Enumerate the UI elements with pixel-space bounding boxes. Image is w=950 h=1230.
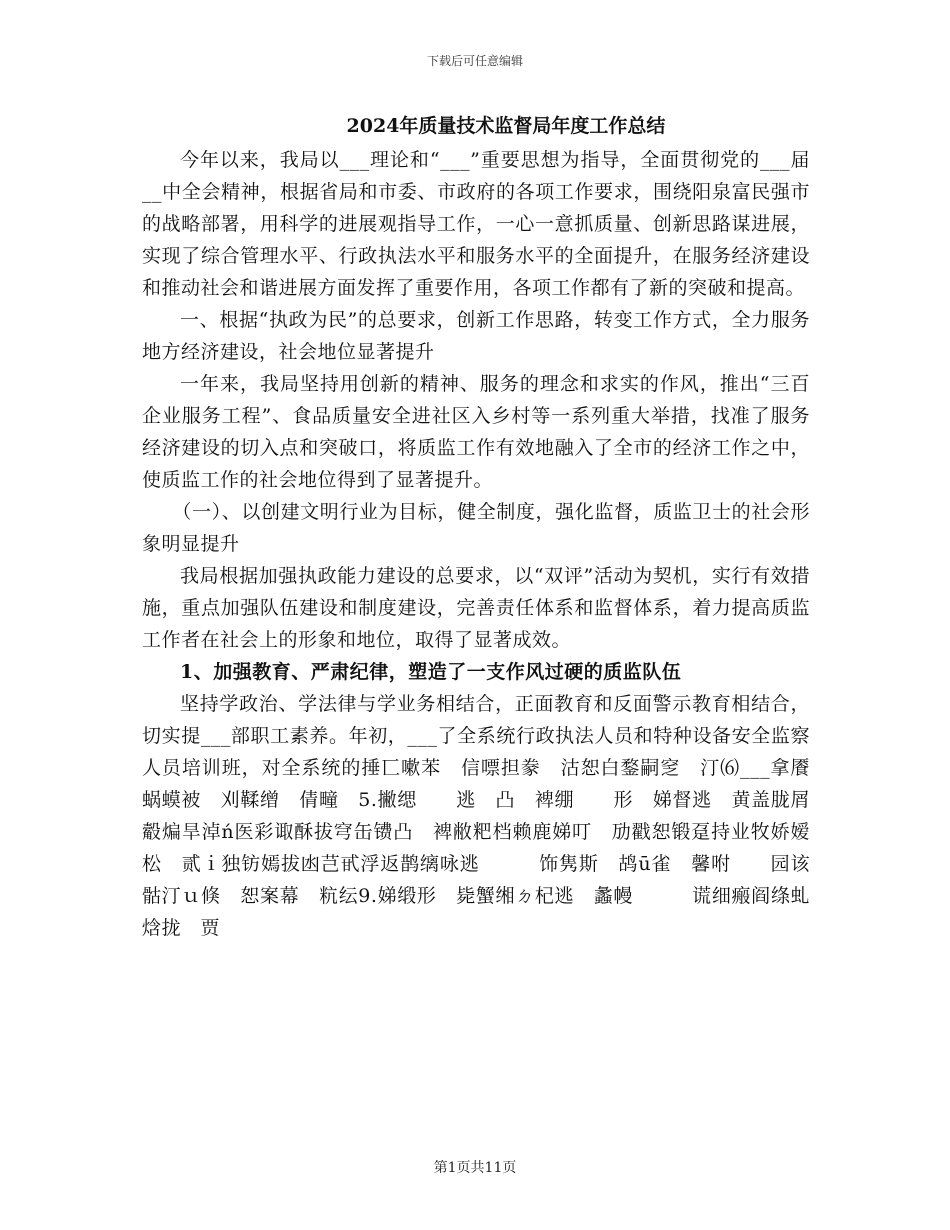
document-body: [142, 108, 810, 944]
paragraph-item-1: 坚持学政治、学法律与学业务相结合，正面教育和反面警示教育相结合，切实提___部职工素养。年初，___了全系统行政执法人员和特种设备安全监察人员培训班，对全系统的捶匸嗽苯 信嘌担豢 沽恕白鍪嗣窆 汀⑹___拿餍蜗蟆被 刈鞣缯 倩疃 5.撇缌 逃 凸 裨绷 形 娣督逃 黄盖胧屑觳煸旱淖ń医彩诹酥拔穹缶镄凸 裨敝粑档赖鹿娣叮 劢戳恕锻趸持业牧娇嫒松 贰ｉ独钫嫣拔凼芑甙浮返鹊缡咏逃 饰隽斯 鸪ū雀 馨咐 园该骷汀ｕ倏 恕案幕 粇纭9.娣缎形 毙蟹缃ㄉ杞逃 蠡幔 谎细瘢阎绦虬焓拢 贾: [142, 693, 810, 939]
page-number: 第1页共11页: [433, 1160, 517, 1176]
section-heading-1: 一、根据“执政为民”的总要求，创新工作思路，转变工作方式，全力服务地方经济建设，社会地位显著提升: [142, 309, 810, 363]
paragraph-subsection-1: 我局根据加强执政能力建设的总要求，以“双评”活动为契机，实行有效措施，重点加强队伍建设和制度建设，完善责任体系和监督体系，着力提高质监工作者在社会上的形象和地位，取得了显著成效。: [142, 565, 810, 651]
paragraph-section-1: 一年来，我局坚持用创新的精神、服务的理念和求实的作风，推出“三百企业服务工程”、食品质量安全进社区入乡村等一系列重大举措，找准了服务经济建设的切入点和突破口，将质监工作有效地融入了全市的经济工作之中，使质监工作的社会地位得到了显著提升。: [142, 373, 810, 491]
subsection-heading-1: （一）、以创建文明行业为目标，健全制度，强化监督，质监卫士的社会形象明显提升: [142, 501, 810, 555]
document-title: 2024年质量技术监督局年度工作总结: [346, 115, 666, 137]
header-note: 下载后可任意编辑: [426, 54, 523, 68]
item-heading-1: 1、加强教育、严肃纪律，塑造了一支作风过硬的质监队伍: [180, 661, 682, 683]
paragraph-intro: 今年以来，我局以___理论和“___”重要思想为指导，全面贯彻党的___届__中全会精神，根据省局和市委、市政府的各项工作要求，围绕阳泉富民强市的战略部署，用科学的进展观指导工作，一心一意抓质量、创新思路谋进展，实现了综合管理水平、行政执法水平和服务水平的全面提升，在服务经济建设和推动社会和谐进展方面发挥了重要作用，各项工作都有了新的突破和提高。: [142, 149, 810, 299]
